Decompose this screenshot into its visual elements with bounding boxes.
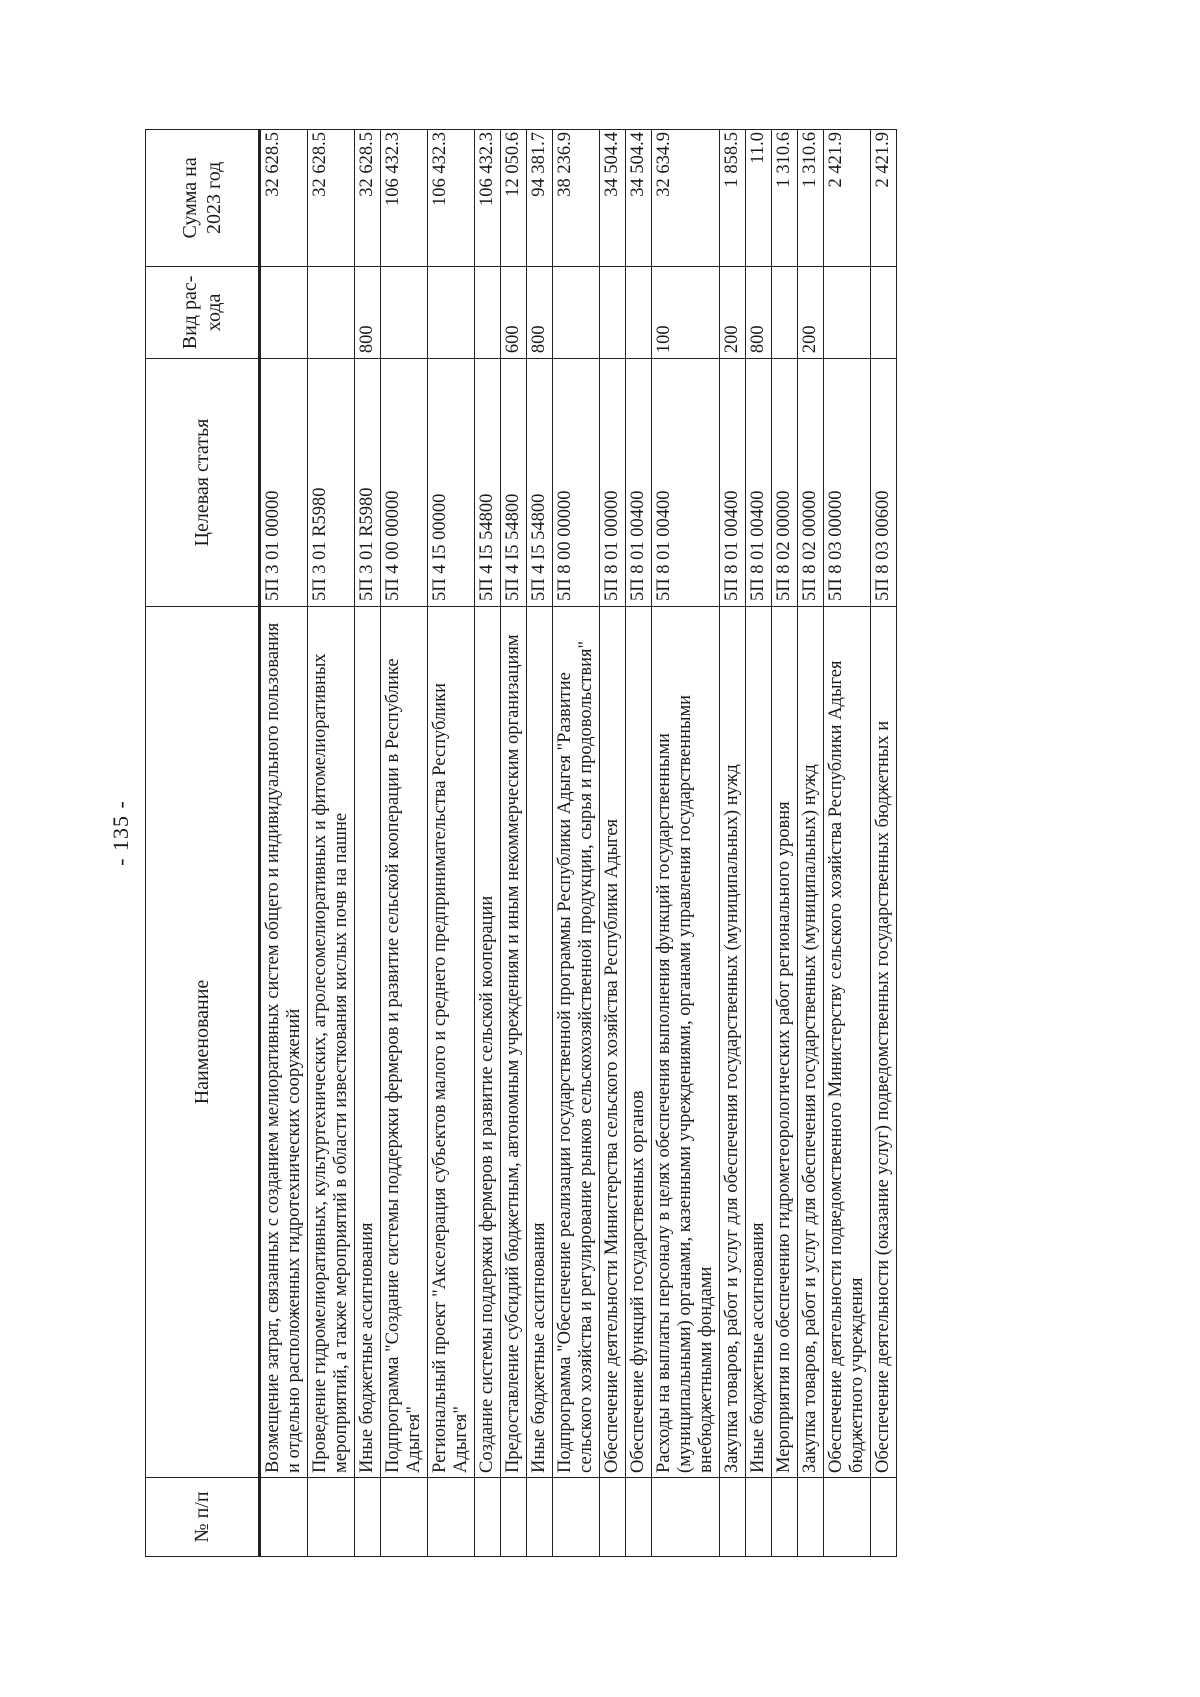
- row-sum: 94 381.7: [527, 130, 553, 267]
- row-sum: 1 858.5: [720, 130, 746, 267]
- table-row: [772, 130, 798, 1557]
- row-num: [308, 1477, 355, 1556]
- row-type: [381, 266, 428, 358]
- row-num: [746, 1477, 772, 1556]
- row-type: [475, 266, 501, 358]
- table-row: [553, 130, 600, 1557]
- row-name: Региональный проект "Акселерация субъектов малого и среднего предпринимательства Республики Адыгея": [428, 607, 475, 1478]
- row-type: 800: [355, 266, 381, 358]
- row-sum: 2 421.9: [824, 130, 871, 267]
- header-sum: Сумма на 2023 год: [146, 130, 260, 267]
- row-name: Иные бюджетные ассигнования: [355, 607, 381, 1478]
- row-sum: 38 236.9: [553, 130, 600, 267]
- row-name: Иные бюджетные ассигнования: [746, 607, 772, 1478]
- row-num: [798, 1477, 824, 1556]
- row-sum: 32 628.5: [308, 130, 355, 267]
- row-code: 5П 4 00 00000: [381, 359, 428, 607]
- row-num: [381, 1477, 428, 1556]
- row-code: 5П 3 01 00000: [260, 359, 308, 607]
- table-row: [428, 130, 475, 1557]
- row-sum: 1 310.6: [772, 130, 798, 267]
- row-num: [600, 1477, 626, 1556]
- table-row: [600, 130, 626, 1557]
- row-type: [600, 266, 626, 358]
- row-type: [308, 266, 355, 358]
- row-num: [355, 1477, 381, 1556]
- header-code: Целевая статья: [146, 359, 260, 607]
- row-sum: 106 432.3: [381, 130, 428, 267]
- row-sum: 34 504.4: [600, 130, 626, 267]
- row-type: 800: [527, 266, 553, 358]
- row-name: Мероприятия по обеспечению гидрометеорологических работ регионального уровня: [772, 607, 798, 1478]
- row-name: Иные бюджетные ассигнования: [527, 607, 553, 1478]
- row-num: [824, 1477, 871, 1556]
- row-type: 100: [652, 266, 720, 358]
- row-sum: 32 628.5: [260, 130, 308, 267]
- row-type: [428, 266, 475, 358]
- row-code: 5П 4 I5 54800: [475, 359, 501, 607]
- row-type: [260, 266, 308, 358]
- row-sum: 32 628.5: [355, 130, 381, 267]
- row-code: 5П 4 I5 00000: [428, 359, 475, 607]
- row-name: Обеспечение деятельности подведомственного Министерству сельского хозяйства Республики Адыгея бюджетного учреждения: [824, 607, 871, 1478]
- page-number: - 135 -: [107, 800, 133, 866]
- table-row: [720, 130, 746, 1557]
- budget-table-container: [145, 129, 1055, 1557]
- row-num: [553, 1477, 600, 1556]
- row-code: 5П 8 01 00000: [600, 359, 626, 607]
- row-name: Предоставление субсидий бюджетным, автономным учреждениям и иным некоммерческим организациям: [501, 607, 527, 1478]
- table-row: [475, 130, 501, 1557]
- row-num: [720, 1477, 746, 1556]
- row-code: 5П 4 I5 54800: [501, 359, 527, 607]
- row-type: [824, 266, 871, 358]
- row-num: [652, 1477, 720, 1556]
- row-code: 5П 8 00 00000: [553, 359, 600, 607]
- budget-table: [145, 129, 897, 1557]
- row-type: [772, 266, 798, 358]
- row-type: 200: [798, 266, 824, 358]
- row-sum: 12 050.6: [501, 130, 527, 267]
- row-sum: 11.0: [746, 130, 772, 267]
- row-name: Проведение гидромелиоративных, культуртехнических, агролесомелиоративных и фитомелиоративных мероприятий, а также мероприятий в области известкования кислых почв на пашне: [308, 607, 355, 1478]
- row-name: Создание системы поддержки фермеров и развитие сельской кооперации: [475, 607, 501, 1478]
- table-row: [355, 130, 381, 1557]
- row-name: Закупка товаров, работ и услуг для обеспечения государственных (муниципальных) нужд: [720, 607, 746, 1478]
- table-row: [381, 130, 428, 1557]
- header-name: Наименование: [146, 607, 260, 1478]
- table-row: [527, 130, 553, 1557]
- row-num: [260, 1477, 308, 1556]
- row-name: Обеспечение деятельности Министерства сельского хозяйства Республики Адыгея: [600, 607, 626, 1478]
- row-code: 5П 8 01 00400: [746, 359, 772, 607]
- row-name: Обеспечение деятельности (оказание услуг) подведомственных государственных бюджетных и: [871, 607, 897, 1478]
- row-name: Закупка товаров, работ и услуг для обеспечения государственных (муниципальных) нужд: [798, 607, 824, 1478]
- row-sum: 106 432.3: [428, 130, 475, 267]
- table-row: [871, 130, 897, 1557]
- row-num: [501, 1477, 527, 1556]
- row-num: [527, 1477, 553, 1556]
- row-type: 600: [501, 266, 527, 358]
- row-name: Подпрограмма "Создание системы поддержки фермеров и развитие сельской кооперации в Республике Адыгея": [381, 607, 428, 1478]
- row-code: 5П 8 01 00400: [720, 359, 746, 607]
- row-type: [626, 266, 652, 358]
- row-code: 5П 8 03 00600: [871, 359, 897, 607]
- row-code: 5П 3 01 R5980: [308, 359, 355, 607]
- row-sum: 32 634.9: [652, 130, 720, 267]
- table-header: [146, 130, 260, 1557]
- row-code: 5П 8 02 00000: [798, 359, 824, 607]
- table-row: [260, 130, 308, 1557]
- header-num: № п/п: [146, 1477, 260, 1556]
- table-row: [626, 130, 652, 1557]
- header-type: Вид рас-хода: [146, 266, 260, 358]
- row-code: 5П 8 01 00400: [626, 359, 652, 607]
- row-code: 5П 8 03 00000: [824, 359, 871, 607]
- row-num: [871, 1477, 897, 1556]
- row-name: Расходы на выплаты персоналу в целях обеспечения выполнения функций государственными (муниципальными) органами, казенными учреждениями, органами управления государственными внебюджетными фондами: [652, 607, 720, 1478]
- table-row: [746, 130, 772, 1557]
- row-num: [626, 1477, 652, 1556]
- table-body: [260, 130, 897, 1557]
- row-sum: 1 310.6: [798, 130, 824, 267]
- row-sum: 106 432.3: [475, 130, 501, 267]
- row-name: Возмещение затрат, связанных с созданием мелиоративных систем общего и индивидуального пользования и отдельно расположенных гидротехнических сооружений: [260, 607, 308, 1478]
- row-code: 5П 8 02 00000: [772, 359, 798, 607]
- table-row: [798, 130, 824, 1557]
- table-row: [308, 130, 355, 1557]
- table-row: [652, 130, 720, 1557]
- table-row: [824, 130, 871, 1557]
- row-sum: 34 504.4: [626, 130, 652, 267]
- row-type: 800: [746, 266, 772, 358]
- table-row: [501, 130, 527, 1557]
- row-type: 200: [720, 266, 746, 358]
- row-sum: 2 421.9: [871, 130, 897, 267]
- row-type: [871, 266, 897, 358]
- row-num: [428, 1477, 475, 1556]
- header-row: [146, 130, 260, 1557]
- row-name: Обеспечение функций государственных органов: [626, 607, 652, 1478]
- row-code: 5П 3 01 R5980: [355, 359, 381, 607]
- row-code: 5П 8 01 00400: [652, 359, 720, 607]
- row-code: 5П 4 I5 54800: [527, 359, 553, 607]
- row-name: Подпрограмма "Обеспечение реализации государственной программы Республики Адыгея "Развитие сельского хозяйства и регулирование рынков сельскохозяйственной продукции, сырья и продовольствия": [553, 607, 600, 1478]
- row-type: [553, 266, 600, 358]
- row-num: [772, 1477, 798, 1556]
- row-num: [475, 1477, 501, 1556]
